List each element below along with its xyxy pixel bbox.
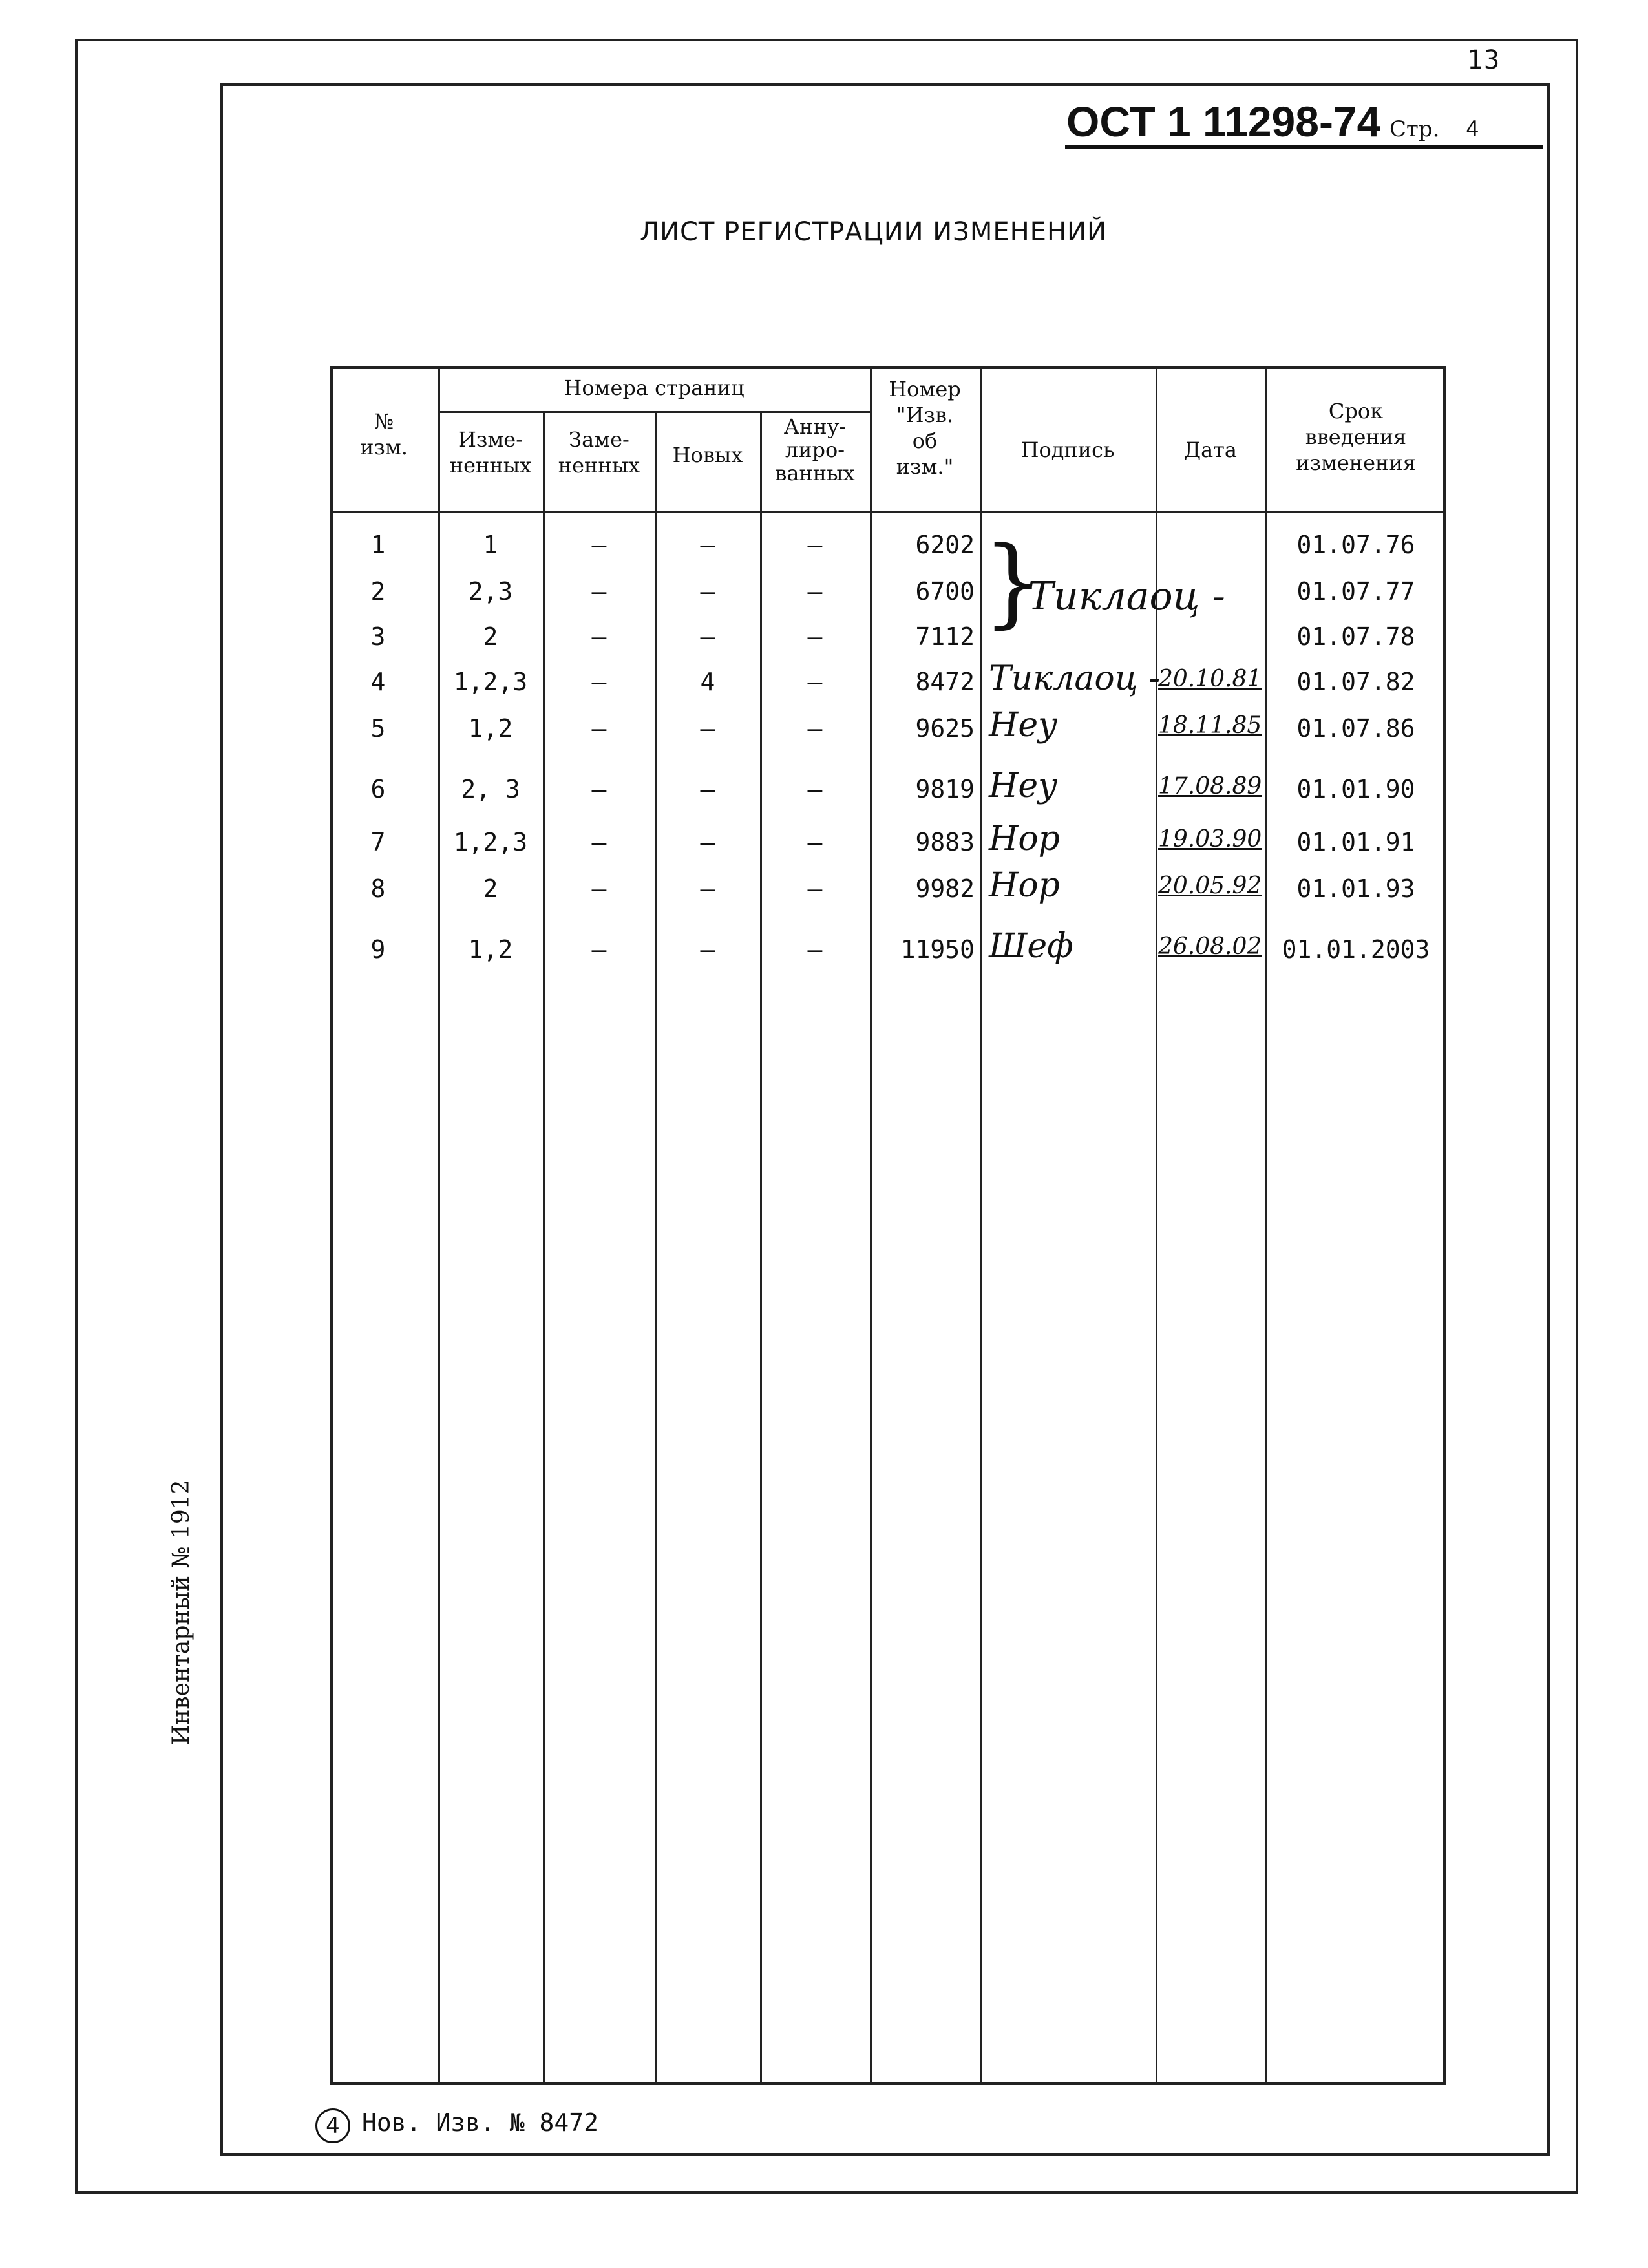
cell-notice: 9982 <box>915 874 975 903</box>
cell-changed: 2, 3 <box>461 775 520 803</box>
brace-signature: Тиклаоц - <box>1028 574 1225 619</box>
header-replaced-line2: ненных <box>558 453 640 478</box>
header-notice-line4: изм." <box>896 454 954 479</box>
cell-num: 8 <box>370 874 386 903</box>
cell-annulled: – <box>807 775 823 803</box>
cell-date: 20.05.92 <box>1158 873 1262 899</box>
cell-term: 01.01.91 <box>1296 828 1415 856</box>
cell-num: 5 <box>370 714 386 743</box>
page-value: 4 <box>1466 116 1479 142</box>
brace-mark: } <box>982 526 1044 639</box>
header-signature: Подпись <box>1020 438 1115 462</box>
header-replaced-line1: Заме- <box>569 427 629 452</box>
cell-date: 26.08.02 <box>1158 933 1262 960</box>
cell-new: – <box>700 577 715 606</box>
header-notice-line3: об <box>912 429 938 453</box>
cell-date: 17.08.89 <box>1158 773 1262 800</box>
standard-code: ОСТ 1 11298-74 <box>1066 98 1381 145</box>
header-rule <box>1065 145 1543 149</box>
cell-date: 19.03.90 <box>1158 826 1262 853</box>
cell-term: 01.01.2003 <box>1282 935 1430 964</box>
cell-notice: 6202 <box>915 531 975 559</box>
cell-changed: 2 <box>483 874 498 903</box>
sheet-number: 13 <box>1467 45 1501 75</box>
cell-notice: 9625 <box>915 714 975 743</box>
cell-term: 01.01.90 <box>1296 775 1415 803</box>
cell-annulled: – <box>807 935 823 964</box>
cell-notice: 7112 <box>915 622 975 651</box>
header-num-line1: № <box>374 409 394 434</box>
cell-num: 6 <box>370 775 386 803</box>
header-date: Дата <box>1184 438 1237 462</box>
cell-changed: 1 <box>483 531 498 559</box>
cell-num: 2 <box>370 577 386 606</box>
header-pages-group: Номера страниц <box>564 376 745 400</box>
cell-date: 20.10.81 <box>1158 666 1262 692</box>
header-changed-line1: Изме- <box>458 427 523 452</box>
page-label: Стр. <box>1389 116 1440 142</box>
cell-new: – <box>700 874 715 903</box>
cell-changed: 2,3 <box>468 577 513 606</box>
cell-notice: 9819 <box>915 775 975 803</box>
cell-annulled: – <box>807 828 823 856</box>
header-annulled-line1: Анну- <box>783 414 847 439</box>
cell-replaced: – <box>591 577 607 606</box>
cell-signature: Тиклаоц - <box>989 659 1161 698</box>
col-divider <box>760 411 762 2085</box>
cell-annulled: – <box>807 622 823 651</box>
header-num-line2: изм. <box>360 435 408 460</box>
cell-term: 01.07.82 <box>1296 668 1415 696</box>
cell-new: – <box>700 828 715 856</box>
header-term-line3: изменения <box>1296 450 1416 475</box>
cell-replaced: – <box>591 874 607 903</box>
cell-new: – <box>700 935 715 964</box>
cell-signature: Шеф <box>989 927 1073 966</box>
cell-num: 9 <box>370 935 386 964</box>
cell-term: 01.07.77 <box>1296 577 1415 606</box>
cell-replaced: – <box>591 622 607 651</box>
header-bottom-rule <box>330 511 1446 513</box>
cell-num: 1 <box>370 531 386 559</box>
header-annulled-line2: лиро- <box>785 438 845 462</box>
cell-new: – <box>700 775 715 803</box>
cell-changed: 1,2,3 <box>453 828 528 856</box>
cell-notice: 6700 <box>915 577 975 606</box>
col-divider <box>655 411 657 2085</box>
cell-notice: 11950 <box>900 935 975 964</box>
cell-annulled: – <box>807 714 823 743</box>
sheet-title: ЛИСТ РЕГИСТРАЦИИ ИЗМЕНЕНИЙ <box>640 217 1107 247</box>
cell-annulled: – <box>807 668 823 696</box>
footer-circle-number: 4 <box>315 2108 350 2143</box>
cell-term: 01.07.86 <box>1296 714 1415 743</box>
cell-num: 4 <box>370 668 386 696</box>
header-term-line1: Срок <box>1328 399 1384 423</box>
header-new: Новых <box>672 443 743 467</box>
cell-new: – <box>700 622 715 651</box>
cell-signature: Нор <box>989 820 1060 858</box>
cell-new: 4 <box>700 668 715 696</box>
cell-signature: Неу <box>989 706 1058 745</box>
header-changed-line2: ненных <box>449 453 532 478</box>
cell-signature: Неу <box>989 767 1058 805</box>
cell-changed: 2 <box>483 622 498 651</box>
cell-changed: 1,2 <box>468 714 513 743</box>
cell-signature: Нор <box>989 866 1060 905</box>
header-notice-line1: Номер <box>889 377 961 401</box>
cell-annulled: – <box>807 531 823 559</box>
cell-term: 01.01.93 <box>1296 874 1415 903</box>
cell-new: – <box>700 714 715 743</box>
col-divider <box>1156 366 1157 2085</box>
cell-replaced: – <box>591 828 607 856</box>
cell-replaced: – <box>591 775 607 803</box>
cell-notice: 8472 <box>915 668 975 696</box>
cell-replaced: – <box>591 668 607 696</box>
cell-annulled: – <box>807 577 823 606</box>
cell-replaced: – <box>591 531 607 559</box>
cell-num: 7 <box>370 828 386 856</box>
cell-changed: 1,2 <box>468 935 513 964</box>
cell-annulled: – <box>807 874 823 903</box>
cell-replaced: – <box>591 714 607 743</box>
col-divider <box>980 366 982 2085</box>
col-divider <box>543 411 545 2085</box>
header-term-line2: введения <box>1305 425 1407 449</box>
cell-notice: 9883 <box>915 828 975 856</box>
cell-date: 18.11.85 <box>1158 712 1262 739</box>
inventory-number: Инвентарный № 1912 <box>168 1479 195 1745</box>
header-notice-line2: "Изв. <box>896 403 954 427</box>
cell-changed: 1,2,3 <box>453 668 528 696</box>
cell-term: 01.07.76 <box>1296 531 1415 559</box>
cell-replaced: – <box>591 935 607 964</box>
header-group-divider <box>438 411 870 413</box>
cell-term: 01.07.78 <box>1296 622 1415 651</box>
header-annulled-line3: ванных <box>775 461 855 485</box>
footer-notice: Нов. Изв. № 8472 <box>362 2108 599 2137</box>
cell-new: – <box>700 531 715 559</box>
cell-num: 3 <box>370 622 386 651</box>
